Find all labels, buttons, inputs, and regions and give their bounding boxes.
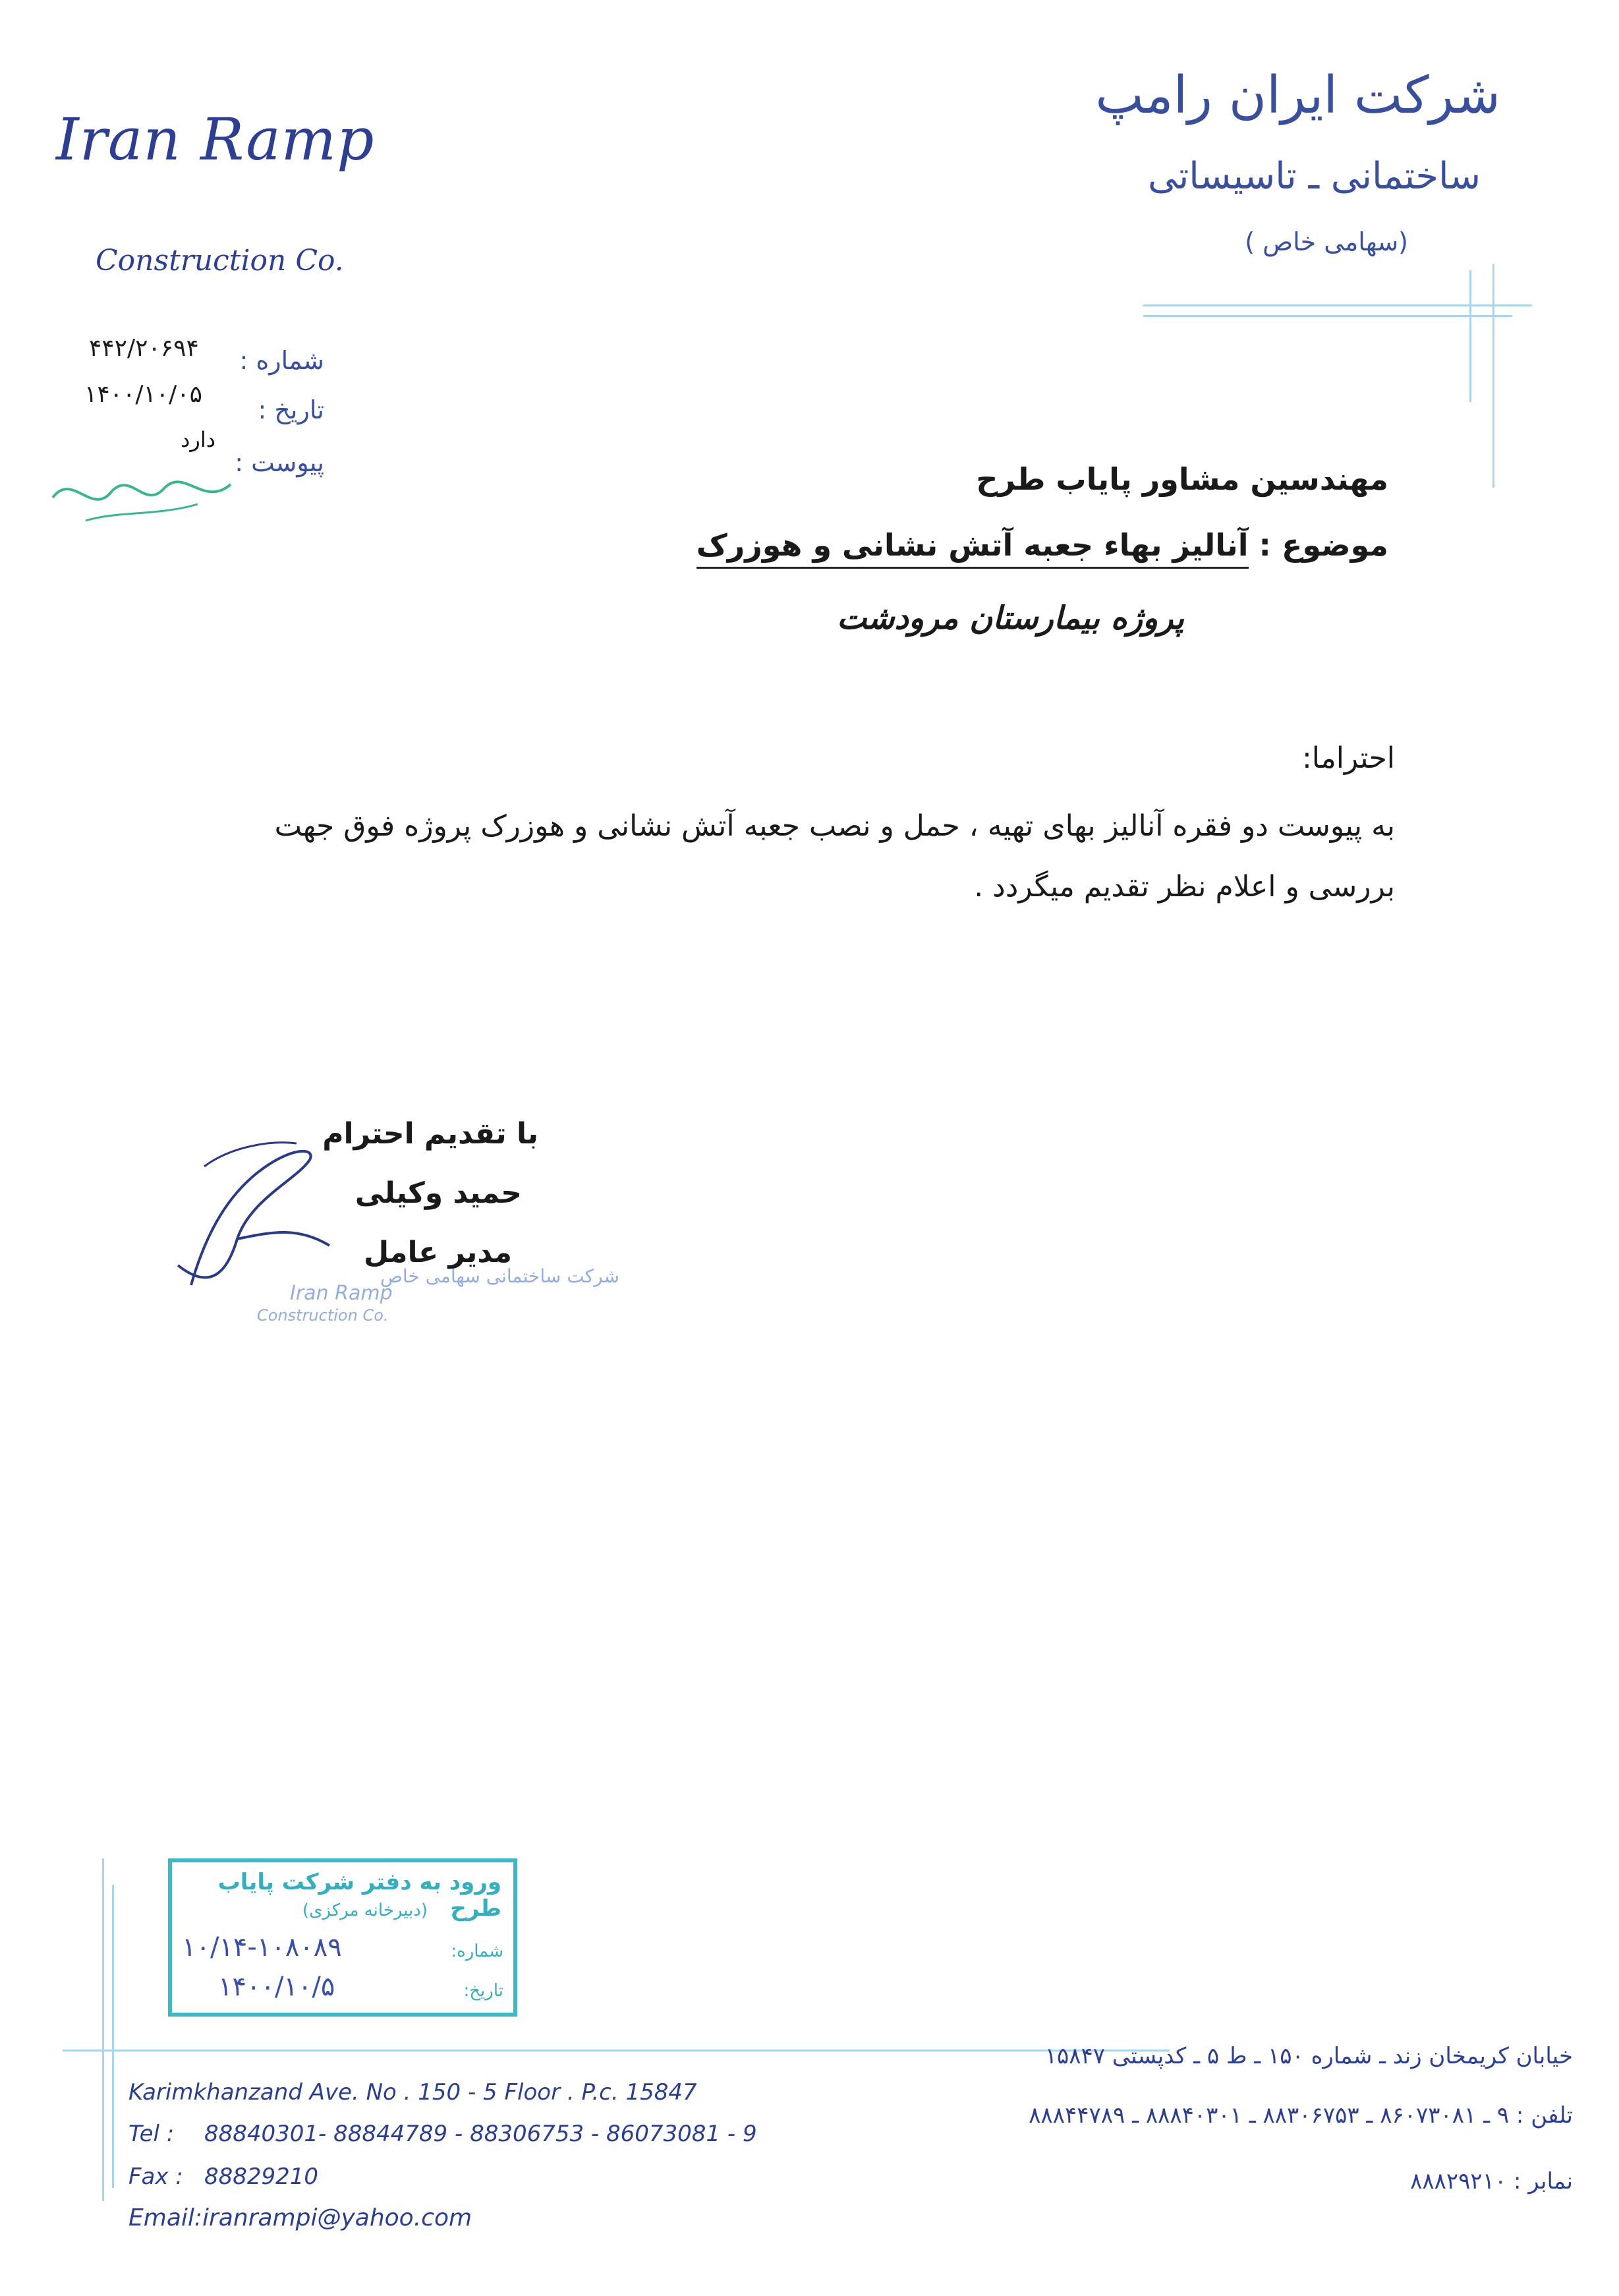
recipient: مهندسین مشاور پایاب طرح — [976, 461, 1388, 497]
project-name: پروژه بیمارستان مرودشت — [837, 600, 1184, 637]
greeting: احتراما: — [1301, 741, 1395, 775]
attachment-label: پیوست : — [235, 448, 324, 477]
body-line-1: به پیوست دو فقره آنالیز بهای تهیه ، حمل و نصب جعبه آتش نشانی و هوزرک پروژه فوق جهت — [274, 809, 1395, 843]
footer-vertical-line — [102, 1858, 104, 2201]
seal-text-en: Iran Ramp — [290, 1282, 393, 1305]
subject-text: آنالیز بهاء جعبه آتش نشانی و هوزرک — [696, 527, 1249, 569]
footer-fax-fa: نمابر : ۸۸۸۲۹۲۱۰ — [1410, 2168, 1573, 2195]
company-kind-fa: (سهامی خاص ) — [1245, 227, 1408, 256]
footer-divider-line — [63, 2050, 1170, 2052]
number-value: ۴۴۲/۲۰۶۹۴ — [89, 335, 199, 362]
header-divider-line-2 — [1143, 315, 1512, 317]
receipt-number-value: ۱۰/۱۴-۱۰۸۰۸۹ — [182, 1932, 342, 1963]
footer-tel-fa: تلفن : ۹ ـ ۸۶۰۷۳۰۸۱ ـ ۸۸۳۰۶۷۵۳ ـ ۸۸۸۴۰۳۰۱ ـ ۸۸۸۴۴۷۸۹ — [1029, 2102, 1573, 2129]
header-divider-line — [1143, 304, 1532, 306]
receipt-date-value: ۱۴۰۰/۱۰/۵ — [218, 1972, 335, 2002]
body-line-2: بررسی و اعلام نظر تقدیم میگردد . — [974, 870, 1395, 904]
company-logo-en-sub: Construction Co. — [96, 244, 344, 277]
seal-text-en-2: Construction Co. — [257, 1306, 389, 1325]
date-value: ۱۴۰۰/۱۰/۰۵ — [84, 381, 202, 408]
footer-address-fa: خیابان کریمخان زند ـ شماره ۱۵۰ ـ ط ۵ ـ کدپستی ۱۵۸۴۷ — [1044, 2043, 1573, 2069]
signer-title: مدیر عامل — [364, 1236, 512, 1269]
footer-tel-value: 88840301- 88844789 - 88306753 - 86073081 - 9 — [204, 2121, 757, 2147]
handwritten-note-icon — [46, 458, 244, 531]
receipt-title: ورود به دفتر شرکت پایاب طرح — [217, 1869, 501, 1922]
subject-label: موضوع : — [1259, 527, 1388, 563]
date-label: تاریخ : — [258, 395, 324, 424]
company-type-fa: ساختمانی ـ تاسیساتی — [1148, 155, 1481, 198]
seal-text-fa: شرکت ساختمانی سهامی خاص — [380, 1265, 619, 1287]
signer-name: حمید وکیلی — [355, 1176, 522, 1210]
footer-fax-value: 88829210 — [204, 2164, 319, 2190]
attachment-value: دارد — [181, 427, 215, 452]
handwritten-signature-icon — [165, 1120, 362, 1318]
footer-fax-label: Fax : — [128, 2164, 183, 2190]
receipt-number-label: شماره: — [451, 1941, 503, 1961]
company-logo-en: Iran Ramp — [56, 105, 375, 173]
footer-email: Email:iranrampi@yahoo.com — [128, 2204, 472, 2231]
header-vertical-line-2 — [1469, 270, 1471, 402]
subject-line — [696, 527, 1388, 563]
receipt-subtitle: (دبیرخانه مرکزی) — [302, 1901, 428, 1920]
footer-tel-label: Tel : — [128, 2121, 175, 2147]
number-label: شماره : — [239, 346, 324, 375]
footer-vertical-line-2 — [112, 1885, 114, 2188]
company-name-fa: شرکت ایران رامپ — [1095, 66, 1500, 125]
closing-text: با تقدیم احترام — [322, 1117, 538, 1151]
receipt-stamp — [168, 1858, 517, 2017]
footer-address-en: Karimkhanzand Ave. No . 150 - 5 Floor . P.c. 15847 — [128, 2079, 697, 2106]
header-vertical-line — [1492, 264, 1494, 488]
receipt-date-label: تاریخ: — [463, 1981, 503, 2001]
